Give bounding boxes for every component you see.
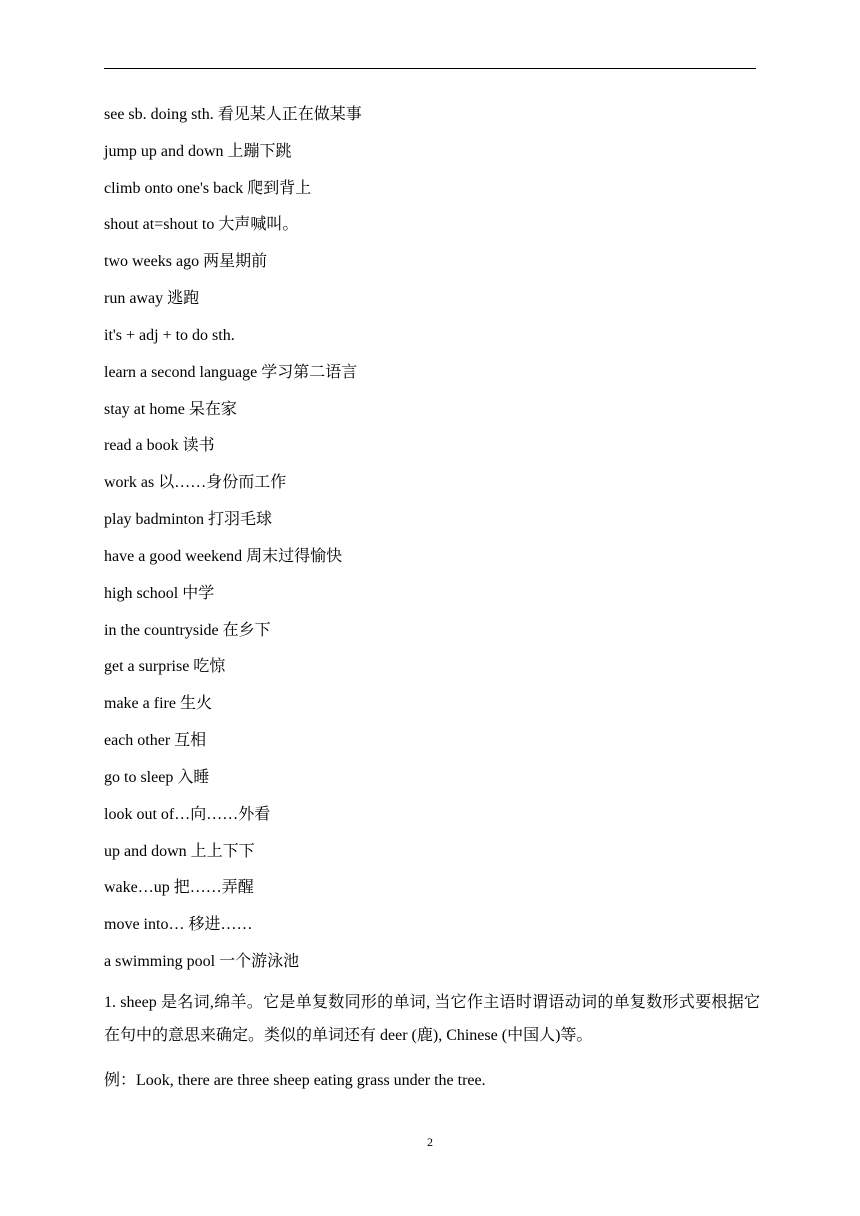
phrase-item: high school 中学 [104, 584, 215, 602]
phrase-item: go to sleep 入睡 [104, 768, 210, 786]
phrase-item: read a book 读书 [104, 437, 215, 455]
phrase-item: get a surprise 吃惊 [104, 658, 226, 676]
phrase-item: jump up and down 上蹦下跳 [104, 142, 292, 160]
phrase-item: play badminton 打羽毛球 [104, 511, 272, 529]
phrase-item: move into… 移进…… [104, 916, 253, 934]
phrase-item: a swimming pool 一个游泳池 [104, 953, 300, 971]
phrase-item: it's + adj + to do sth. [104, 326, 235, 344]
page-number: 2 [427, 1135, 433, 1149]
phrase-item: each other 互相 [104, 732, 207, 750]
grammar-note: 1. sheep 是名词,绵羊。它是单复数同形的单词, 当它作主语时谓语动词的单复数形式要根据它在句中的意思来确定。类似的单词还有 deer (鹿), Chinese (中国人)等。 [104, 994, 760, 1044]
phrase-item: in the countryside 在乡下 [104, 621, 271, 639]
phrase-item: work as 以……身份而工作 [104, 474, 287, 492]
phrase-item: two weeks ago 两星期前 [104, 253, 268, 271]
phrase-item: learn a second language 学习第二语言 [104, 363, 358, 381]
phrase-item: make a fire 生火 [104, 695, 212, 713]
phrase-item: stay at home 呆在家 [104, 400, 237, 418]
phrase-item: run away 逃跑 [104, 290, 200, 308]
header-rule [104, 68, 756, 69]
phrase-item: up and down 上上下下 [104, 842, 255, 860]
phrase-item: see sb. doing sth. 看见某人正在做某事 [104, 106, 362, 123]
phrase-list [104, 103, 756, 987]
phrase-item: climb onto one's back 爬到背上 [104, 179, 312, 197]
phrase-item: look out of…向……外看 [104, 805, 271, 823]
example-sentence: 例：Look, there are three sheep eating grass under the tree. [104, 1072, 486, 1089]
phrase-item: wake…up 把……弄醒 [104, 879, 254, 897]
phrase-item: shout at=shout to 大声喊叫。 [104, 216, 299, 234]
phrase-item: have a good weekend 周末过得愉快 [104, 547, 343, 565]
